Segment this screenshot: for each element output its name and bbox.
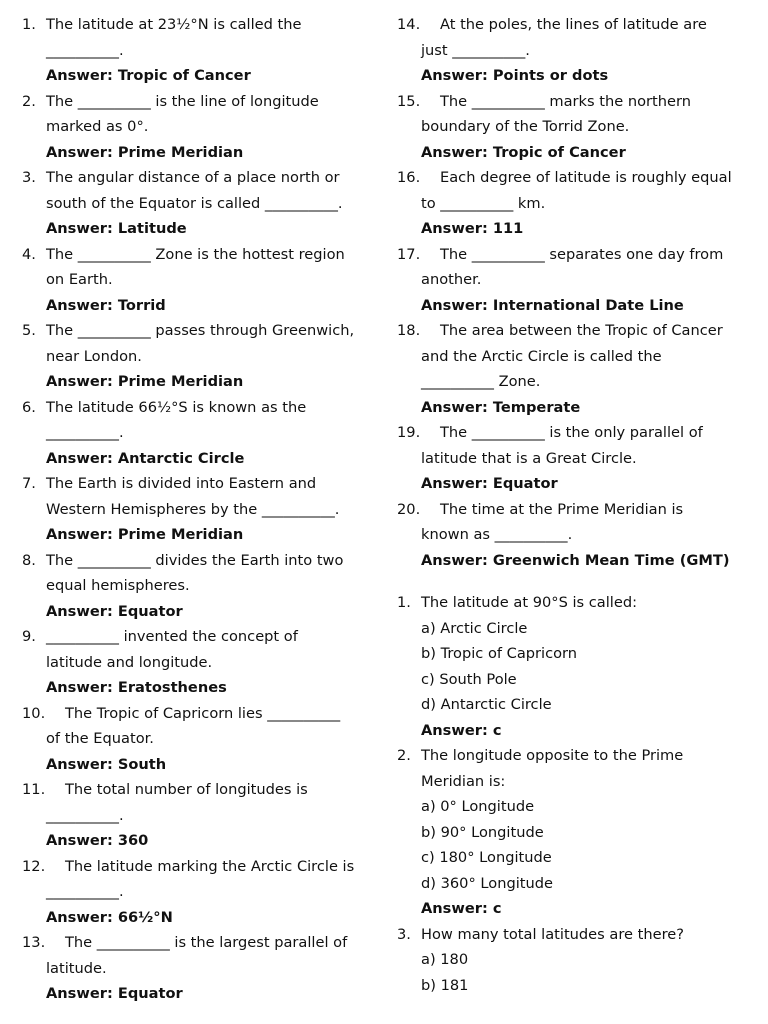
question-number: 6.	[22, 398, 36, 416]
question-number: 2.	[397, 747, 411, 764]
question-line	[22, 242, 378, 268]
question-text: How many total latitudes are there?	[421, 925, 684, 943]
question-item	[22, 548, 378, 625]
question-text-continued: another.	[421, 271, 482, 288]
question-text-continued: known as __________.	[421, 526, 573, 543]
question-number: 15.	[397, 92, 421, 110]
question-number: 16.	[397, 169, 421, 186]
question-line	[397, 590, 757, 616]
question-line	[22, 777, 378, 803]
question-item	[22, 701, 378, 778]
question-text: The __________ divides the Earth into two	[46, 551, 344, 569]
answer-text: Answer: Prime Meridian	[46, 143, 244, 161]
question-text-continued: __________.	[46, 883, 124, 900]
question-text: The __________ is the line of longitude	[46, 92, 319, 110]
question-text: Each degree of latitude is roughly equal	[440, 169, 732, 186]
answer-text: Answer: Eratosthenes	[46, 679, 227, 696]
question-number: 3.	[22, 169, 36, 186]
question-item	[22, 89, 378, 166]
question-text-continued: on Earth.	[46, 271, 113, 288]
right-column	[397, 12, 757, 998]
answer-text: Answer: South	[46, 755, 167, 773]
answer-text: Answer: Tropic of Cancer	[46, 67, 251, 84]
answer-option: a) 0° Longitude	[421, 798, 535, 815]
answer-text: Answer: Equator	[421, 475, 558, 492]
question-text: The latitude marking the Arctic Circle is	[65, 857, 355, 875]
question-line	[397, 420, 757, 446]
question-line	[22, 548, 378, 574]
section-gap	[397, 573, 757, 590]
question-text: The angular distance of a place north or	[46, 169, 340, 186]
question-item	[397, 743, 757, 922]
question-item	[397, 497, 757, 574]
answer-text: Answer: c	[421, 721, 502, 739]
question-item	[22, 12, 378, 89]
answer-text: Answer: Tropic of Cancer	[421, 143, 626, 161]
question-text: The latitude at 90°S is called:	[421, 594, 638, 611]
question-text-continued: latitude.	[46, 959, 107, 977]
question-line	[397, 922, 757, 948]
question-number: 1.	[397, 594, 411, 611]
question-line	[397, 165, 757, 191]
question-line	[22, 930, 378, 956]
question-text: The __________ separates one day from	[440, 245, 724, 263]
question-number: 20.	[397, 500, 421, 518]
question-text-continued: just __________.	[421, 41, 530, 59]
question-text-continued: latitude that is a Great Circle.	[421, 449, 637, 467]
question-text-continued: of the Equator.	[46, 730, 154, 747]
question-line	[22, 89, 378, 115]
answer-option: a) Arctic Circle	[421, 619, 528, 637]
question-item	[397, 318, 757, 420]
question-number: 5.	[22, 322, 36, 339]
question-text-continued: Meridian is:	[421, 772, 506, 790]
answer-option: b) 181	[421, 976, 469, 994]
question-item	[397, 922, 757, 999]
question-item	[397, 89, 757, 166]
question-item	[22, 242, 378, 319]
question-text-continued: marked as 0°.	[46, 118, 149, 135]
question-number: 8.	[22, 551, 36, 569]
question-text-continued: equal hemispheres.	[46, 577, 190, 594]
question-text: The __________ is the largest parallel of	[65, 934, 348, 951]
question-item	[22, 930, 378, 1007]
question-text: The __________ passes through Greenwich,	[46, 322, 355, 339]
question-line	[397, 242, 757, 268]
question-text: The Tropic of Capricorn lies __________	[65, 704, 341, 722]
question-number: 1.	[22, 16, 36, 33]
answer-text: Answer: Points or dots	[421, 67, 609, 84]
question-text-continued: to __________ km.	[421, 194, 546, 212]
question-number: 12.	[22, 857, 46, 875]
question-text: The latitude 66½°S is known as the	[46, 398, 307, 416]
question-item	[397, 590, 757, 743]
question-item	[397, 420, 757, 497]
question-text-continued: boundary of the Torrid Zone.	[421, 118, 630, 135]
question-text: __________ invented the concept of	[46, 628, 298, 645]
answer-option: c) 180° Longitude	[421, 849, 552, 866]
answer-option: d) 360° Longitude	[421, 874, 553, 892]
question-number: 9.	[22, 628, 36, 645]
answer-text: Answer: Prime Meridian	[46, 526, 244, 543]
question-line	[397, 12, 757, 38]
question-text-continued: latitude and longitude.	[46, 653, 213, 671]
question-text-continued: __________.	[46, 424, 124, 441]
question-text-continued: south of the Equator is called __________.	[46, 194, 343, 212]
answer-text: Answer: Greenwich Mean Time (GMT)	[421, 551, 730, 569]
answer-text: Answer: c	[421, 900, 502, 917]
answer-text: Answer: Torrid	[46, 296, 166, 314]
question-text: The Earth is divided into Eastern and	[46, 475, 317, 492]
question-text: The total number of longitudes is	[65, 781, 308, 798]
question-item	[22, 165, 378, 242]
question-text: The latitude at 23½°N is called the	[46, 16, 302, 33]
left-column	[22, 12, 378, 1007]
question-number: 2.	[22, 92, 36, 110]
question-item	[22, 395, 378, 472]
answer-text: Answer: Latitude	[46, 220, 187, 237]
question-line	[397, 743, 757, 769]
question-text-continued: __________ Zone.	[421, 373, 541, 390]
answer-text: Answer: Equator	[46, 602, 183, 620]
question-number: 19.	[397, 424, 421, 441]
question-item	[22, 624, 378, 701]
question-line	[397, 318, 757, 344]
answer-option: b) Tropic of Capricorn	[421, 645, 578, 662]
question-text-continued: near London.	[46, 347, 142, 365]
question-number: 18.	[397, 322, 421, 339]
question-line	[22, 854, 378, 880]
question-number: 4.	[22, 245, 36, 263]
question-number: 10.	[22, 704, 46, 722]
question-item	[397, 12, 757, 89]
question-number: 7.	[22, 475, 36, 492]
answer-text: Answer: International Date Line	[421, 296, 684, 314]
question-item	[397, 242, 757, 319]
question-text-continued: __________.	[46, 806, 124, 824]
question-line	[22, 701, 378, 727]
question-text: The area between the Tropic of Cancer	[440, 322, 723, 339]
answer-text: Answer: 66½°N	[46, 908, 173, 926]
answer-text: Answer: Prime Meridian	[46, 373, 244, 390]
question-number: 14.	[397, 16, 421, 33]
question-line	[22, 471, 378, 497]
question-item	[22, 318, 378, 395]
question-text: The time at the Prime Meridian is	[440, 500, 684, 518]
question-text-continued: __________.	[46, 41, 124, 59]
answer-option: d) Antarctic Circle	[421, 696, 552, 713]
question-line	[397, 89, 757, 115]
answer-text: Answer: 111	[421, 220, 524, 237]
question-text: The longitude opposite to the Prime	[421, 747, 684, 764]
question-text: The __________ Zone is the hottest region	[46, 245, 345, 263]
answer-text: Answer: Temperate	[421, 398, 581, 416]
question-item	[22, 777, 378, 854]
question-text: At the poles, the lines of latitude are	[440, 16, 707, 33]
question-line	[397, 497, 757, 523]
answer-option: a) 180	[421, 951, 469, 968]
question-item	[22, 471, 378, 548]
question-line	[22, 624, 378, 650]
question-text: The __________ marks the northern	[440, 92, 691, 110]
question-text: The __________ is the only parallel of	[440, 424, 703, 441]
question-line	[22, 395, 378, 421]
question-number: 17.	[397, 245, 421, 263]
answer-text: Answer: Equator	[46, 985, 183, 1002]
question-line	[22, 165, 378, 191]
question-number: 11.	[22, 781, 46, 798]
question-line	[22, 12, 378, 38]
answer-option: b) 90° Longitude	[421, 823, 544, 841]
answer-text: Answer: Antarctic Circle	[46, 449, 245, 467]
question-item	[22, 854, 378, 931]
question-text-continued: Western Hemispheres by the __________.	[46, 500, 340, 518]
question-item	[397, 165, 757, 242]
question-number: 3.	[397, 925, 411, 943]
question-line	[22, 318, 378, 344]
answer-option: c) South Pole	[421, 670, 517, 688]
question-text-continued: and the Arctic Circle is called the	[421, 347, 662, 365]
answer-text: Answer: 360	[46, 832, 149, 849]
question-number: 13.	[22, 934, 46, 951]
